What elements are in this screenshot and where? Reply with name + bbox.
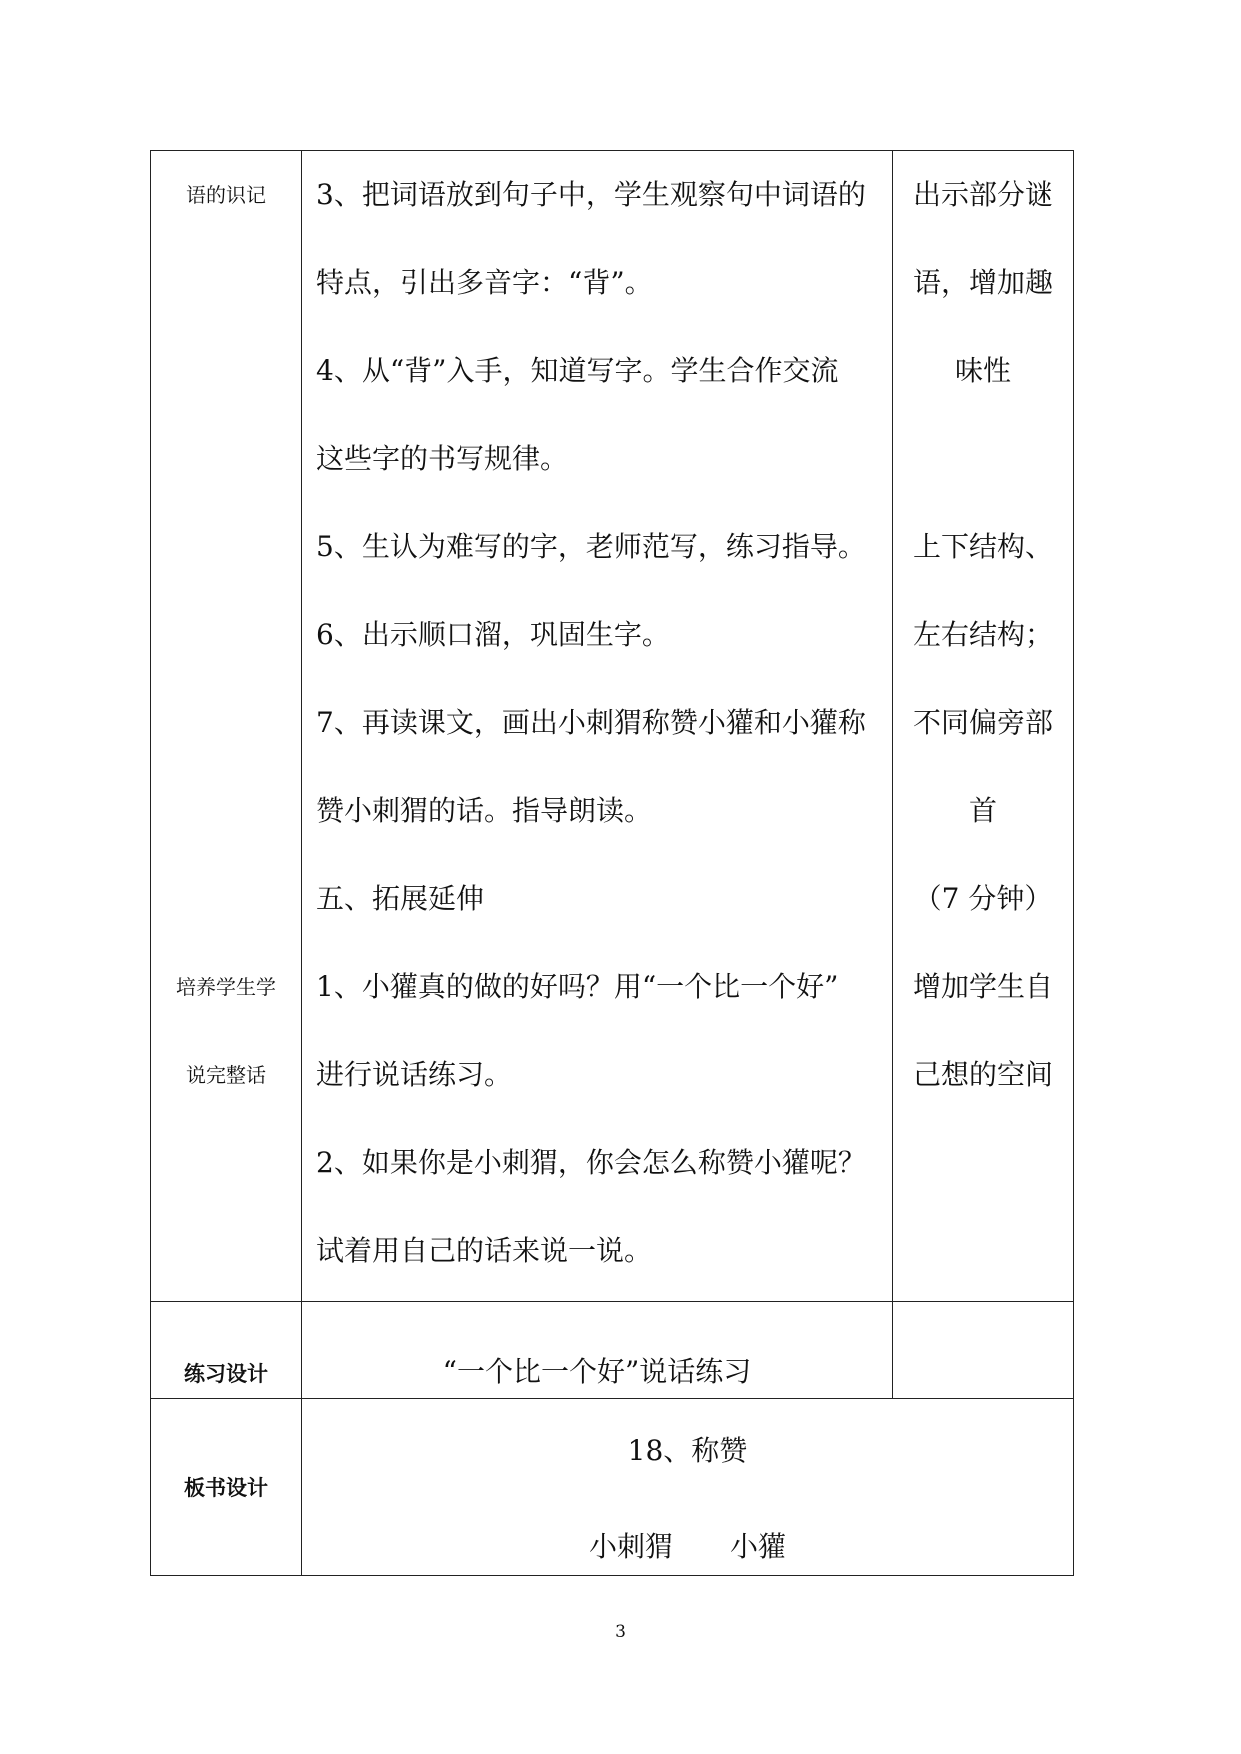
design-intent-line: 出示部分谜 <box>912 178 1053 211</box>
design-intent-line <box>893 415 1073 503</box>
board-design-row <box>151 1399 1074 1576</box>
note-line: 说完整话 <box>186 1063 266 1087</box>
content-line: 进行说话练习。 <box>316 1058 513 1091</box>
design-intent-line: 不同偏旁部 <box>912 706 1053 739</box>
design-intent-lines <box>893 151 1073 1295</box>
board-character-badger: 小獾 <box>729 1530 786 1563</box>
board-character-hedgehog: 小刺猬 <box>589 1530 674 1563</box>
note-line <box>151 679 301 767</box>
note-line <box>151 767 301 855</box>
design-intent-line <box>893 1119 1073 1207</box>
design-intent-cell <box>893 151 1074 1302</box>
note-line <box>151 1207 301 1295</box>
content-line: 3、把词语放到句子中，学生观察句中词语的 <box>316 178 866 211</box>
content-lines <box>302 151 892 1295</box>
design-intent-line: 增加学生自 <box>912 970 1053 1003</box>
design-intent-line: 己想的空间 <box>912 1058 1053 1091</box>
design-intent-line: 上下结构、 <box>912 530 1053 563</box>
lesson-plan-table <box>150 150 1074 1576</box>
content-line: 5、生认为难写的字，老师范写，练习指导。 <box>316 530 866 563</box>
note-line <box>151 591 301 679</box>
design-intent-line: 左右结构； <box>912 618 1053 651</box>
note-line: 语的识记 <box>186 183 266 207</box>
content-cell <box>302 151 893 1302</box>
content-line: 试着用自己的话来说一说。 <box>316 1234 653 1267</box>
design-intent-line: （7 分钟） <box>913 882 1053 915</box>
board-characters <box>302 1525 1073 1565</box>
design-intent-line: 首 <box>968 794 997 827</box>
notes-lines <box>151 151 301 1295</box>
note-line <box>151 1119 301 1207</box>
design-intent-line <box>893 1207 1073 1295</box>
exercise-design-label: 练习设计 <box>151 1302 302 1399</box>
design-intent-line: 语，增加趣 <box>912 266 1053 299</box>
design-intent-line: 味性 <box>954 354 1011 387</box>
note-line <box>151 415 301 503</box>
content-line: 五、拓展延伸 <box>316 882 485 915</box>
exercise-design-row <box>151 1302 1074 1399</box>
content-line: 2、如果你是小刺猬，你会怎么称赞小獾呢？ <box>316 1146 866 1179</box>
note-line <box>151 327 301 415</box>
content-line: 特点，引出多音字：“背”。 <box>316 266 653 299</box>
board-title: 18、称赞 <box>627 1434 748 1467</box>
exercise-design-empty-cell <box>893 1302 1074 1399</box>
page-number: 3 <box>615 1622 626 1642</box>
content-line: 6、出示顺口溜，巩固生字。 <box>316 618 670 651</box>
lesson-process-row <box>151 151 1074 1302</box>
note-line <box>151 503 301 591</box>
note-line <box>151 239 301 327</box>
note-line: 培养学生学 <box>176 975 276 999</box>
content-line: 1、小獾真的做的好吗？用“一个比一个好” <box>316 970 839 1003</box>
note-line <box>151 855 301 943</box>
content-line: 7、再读课文，画出小刺猬称赞小獾和小獾称 <box>316 706 866 739</box>
content-line: 这些字的书写规律。 <box>316 442 569 475</box>
content-line: 4、从“背”入手，知道写字。学生合作交流 <box>316 354 839 387</box>
board-design-label: 板书设计 <box>151 1399 302 1576</box>
notes-cell <box>151 151 302 1302</box>
content-line: 赞小刺猬的话。指导朗读。 <box>316 794 653 827</box>
exercise-design-content: “一个比一个好”说话练习 <box>302 1302 893 1399</box>
board-design-content <box>302 1399 1074 1576</box>
